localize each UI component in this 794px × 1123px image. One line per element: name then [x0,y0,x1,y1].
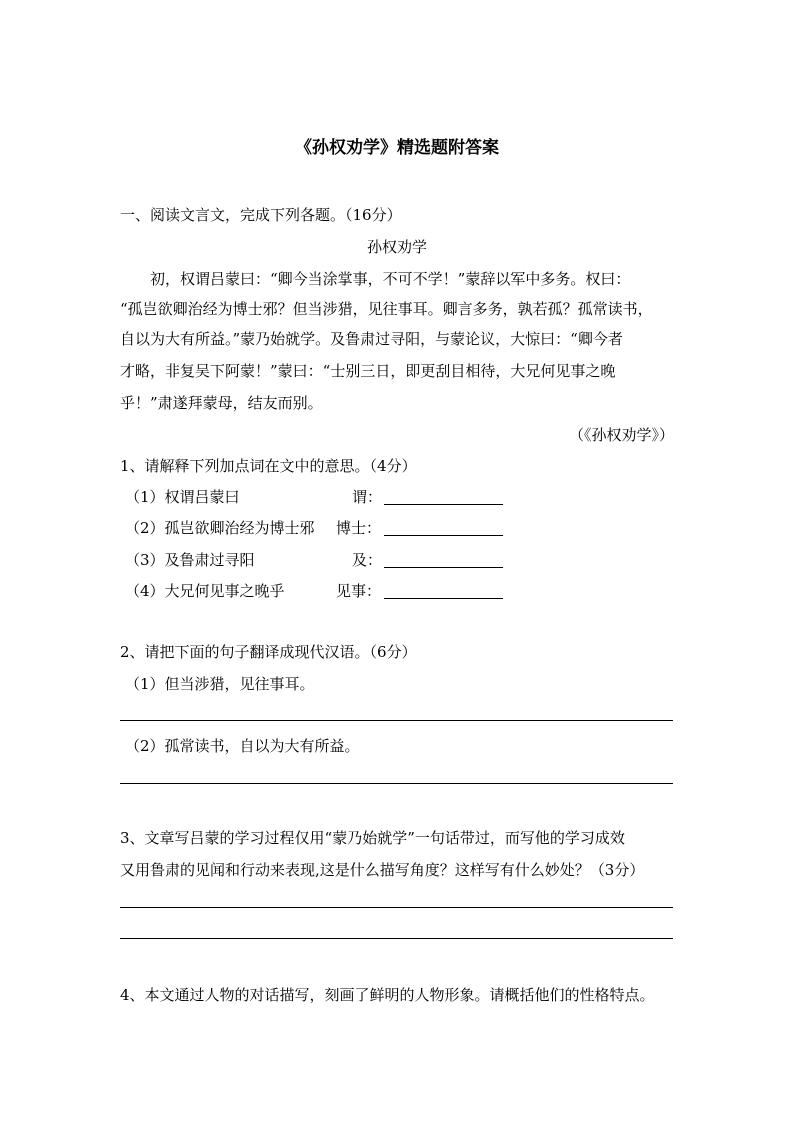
q1-item-sentence: （1）权谓吕蒙曰 [125,488,240,506]
q1-answer-blank[interactable] [384,598,503,599]
section1-heading: 一、阅读文言文，完成下列各题。（16分） [120,206,402,224]
q1-item-sentence: （4）大兄何见事之晚乎 [125,582,285,600]
q2-prompt: 2、请把下面的句子翻译成现代汉语。（6分） [120,643,417,661]
q2-item: （2）孤常读书，自以为大有所益。 [125,737,360,755]
passage-line: 乎！”肃遂拜蒙母，结友而别。 [120,394,323,412]
q1-item-word: 及： [352,551,383,569]
q1-item-sentence: （2）孤岂欲卿治经为博士邪 [125,519,315,537]
passage-line: 才略，非复吴下阿蒙！”蒙曰：“士别三日，即更刮目相待，大兄何见事之晚 [120,362,616,380]
answer-line[interactable] [120,907,673,908]
passage-title: 孙权劝学 [366,238,427,256]
answer-line[interactable] [120,783,673,784]
q3-prompt-line: 3、文章写吕蒙的学习过程仅用“蒙乃始就学”一句话带过，而写他的学习成效 [120,829,625,847]
answer-line[interactable] [120,938,673,939]
passage-line: 初，权谓吕蒙曰：“卿今当涂掌事，不可不学！”蒙辞以军中多务。权曰： [150,270,631,288]
q4-prompt: 4、本文通过人物的对话描写，刻画了鲜明的人物形象。请概括他们的性格特点。 [120,986,655,1004]
q3-prompt-line: 又用鲁肃的见闻和行动来表现,这是什么描写角度？这样写有什么妙处？（3分） [120,861,645,879]
q1-answer-blank[interactable] [384,567,503,568]
q1-answer-blank[interactable] [384,535,503,536]
passage-line: “孤岂欲卿治经为博士邪？但当涉猎，见往事耳。卿言多务，孰若孤？孤常读书， [120,300,653,318]
q2-item: （1）但当涉猎，见往事耳。 [125,675,315,693]
passage-source: （《孙权劝学》） [568,426,674,444]
q1-item-sentence: （3）及鲁肃过寻阳 [125,551,255,569]
passage-line: 自以为大有所益。”蒙乃始就学。及鲁肃过寻阳，与蒙论议，大惊曰：“卿今者 [120,330,623,348]
answer-line[interactable] [120,720,673,721]
q1-item-word: 谓： [352,488,383,506]
q1-item-word: 见事： [336,582,382,600]
q1-prompt: 1、请解释下列加点词在文中的意思。（4分） [120,457,417,475]
q1-item-word: 博士： [336,519,382,537]
q1-answer-blank[interactable] [384,504,503,505]
page-title: 《孙权劝学》精选题附答案 [295,138,499,158]
